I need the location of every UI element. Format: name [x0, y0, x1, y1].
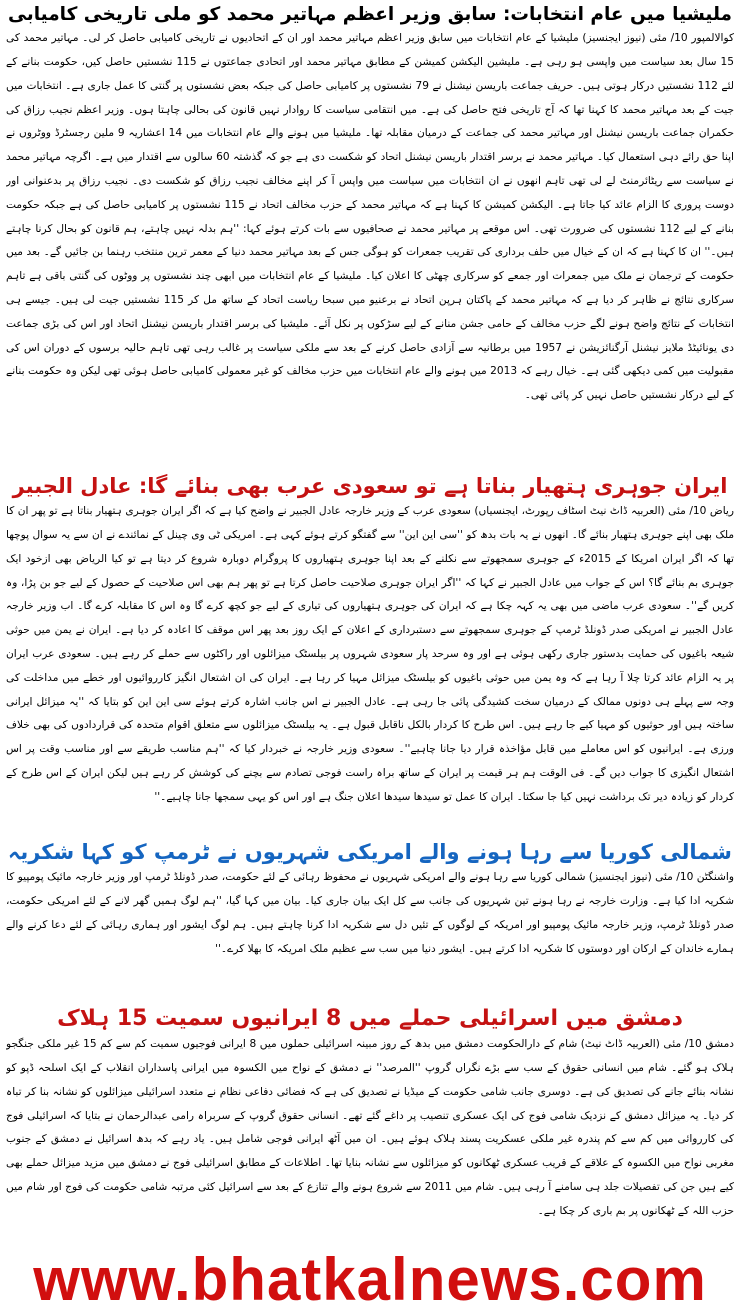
- article-body: واشنگٹن 10/ مئی (نیوز ایجنسیز) شمالی کوریا سے رہا ہونے والے امریکی شہریوں نے محفوظ رہائی کے لئے حکومت، صدر ڈونلڈ ٹرمپ اور وزیر خارجہ مائیک پومپیو کا شکریہ ادا کیا ہے۔ وزارت خارجہ نے رہا ہونے تین شہریوں کی جانب سے کل ایک بیان جاری کیا۔ بیان میں کہا گیا، ''ہم لوگ ہمیں گھر لانے کے لئے امریکی حکومت، صدر ڈونلڈ ٹرمپ، وزیر خارجہ مائیک پومپیو اور امریکہ کے لوگوں کے تئیں دل سے شکریہ ادا کرنا چاہتے ہیں۔ ہم لوگ ایشور اور ہماری رہائی کے لئے دعا کرنے والے ہمارے خاندان کے ارکان اور دوستوں کا شکریہ ادا کرتے ہیں۔ ایشور دنیا میں سب سے عظیم ملک امریکہ کا بھلا کرے۔'': [6, 871, 734, 955]
- article-damascus-strike: [6, 1006, 734, 1244]
- site-watermark: www.bhatkalnews.com: [33, 1246, 707, 1313]
- article-headline: ملیشیا میں عام انتخابات: سابق وزیر اعظم مہاتیر محمد کو ملی تاریخی کامیابی: [8, 4, 732, 25]
- article-body: دمشق 10/ مئی (العربیہ ڈاٹ نیٹ) شام کے دارالحکومت دمشق میں بدھ کے روز مبینہ اسرائیلی حملوں میں 8 ایرانی فوجیوں سمیت کم سے کم 15 غیر ملکی جنگجو ہلاک ہو گئے۔ شام میں انسانی حقوق کے سب سے بڑے نگراں گروپ ''المرصد'' نے دمشق کے نواح میں الکسوہ میں ایرانی پاسداران انقلاب کے ایک اسلحہ ڈپو کو نشانہ بنائے جانے کی تصدیق کی ہے۔ دوسری جانب شامی حکومت کے میڈیا نے تصدیق کی ہے کہ فضائی دفاعی نظام نے متعدد اسرائیلی میزائلوں کو نشانہ بنا کر تباہ کر دیا۔ یہ میزائل دمشق کے نزدیک شامی فوج کی ایک عسکری تنصیب پر داغے گئے تھے۔ انسانی حقوق گروپ کے سربراہ رامی عبدالرحمان نے بتایا کہ اسرائیلی فوج کی کارروائی میں کم سے کم پندرہ غیر ملکی عسکریت پسند ہلاک ہوئے ہیں۔ ان میں آٹھ ایرانی فوجی شامل ہیں۔ یاد رہے کہ بدھ اسرائیل نے دمشق کے جنوب مغربی نواح میں الکسوہ کے علاقے کے قریب عسکری ٹھکانوں کو میزائلوں سے نشانہ بنایا تھا۔ اطلاعات کے مطابق اسرائیلی فوج نے دمشق میں مزید میزائل حملے بھی کیے ہیں جن کی تفصیلات جلد ہی سامنے آ رہی ہیں۔ شام میں 2011 سے شروع ہونے والے تنازع کے بعد سے اسرائیل کئی مرتبہ شامی حکومت کی فوج اور شام میں حزب اللہ کے ٹھکانوں پر بم باری کر چکا ہے۔: [6, 1038, 734, 1217]
- article-body: ریاض 10/ مئی (العربیہ ڈاٹ نیٹ اسٹاف رپورٹ، ایجنسیاں) سعودی عرب کے وزیر خارجہ عادل الجبیر نے واضح کیا ہے کہ اگر ایران جوہری ہتھیار بناتا ہے تو پھر ان کا ملک بھی اپنے جوہری ہتھیار بنائے گا۔ انھوں نے یہ بات بدھ کو ''سی این این'' سے گفتگو کرتے ہوئے کہی ہے۔ امریکی ٹی وی چینل کے نمائندے نے ان سے یہ سوال پوچھا تھا کہ اگر ایران امریکا کے 2015ء کے جوہری سمجھوتے سے نکلنے کے بعد اپنا جوہری ہتھیاروں کا پروگرام دوبارہ شروع کر دیتا ہے تو کیا الریاض بھی ازخود ایک جوہری بم بنائے گا؟ اس کے جواب میں عادل الجبیر نے کہا کہ ''اگر ایران جوہری صلاحیت حاصل کرتا ہے تو پھر ہم بھی اس صلاحیت کے حصول کے لیے جو بن پڑا، وہ کریں گے''۔ سعودی عرب ماضی میں بھی یہ کہہ چکا ہے کہ ایران کی جوہری ہتھیاروں کی تیاری کے لیے جو کچھ کرے گا وہ اس کا مقابلہ کرے گا۔ اب وزیر خارجہ عادل الجبیر نے امریکی صدر ڈونلڈ ٹرمپ کے جوہری سمجھوتے سے دستبرداری کے اعلان کے ایک روز بعد پھر اس موقف کا اعادہ کر دیا ہے۔ ایران نے یمن میں حوثی شیعہ باغیوں کی حمایت بدستور جاری رکھی ہوئی ہے اور وہ سرحد پار سعودی شہروں پر بیلسٹک میزائلوں اور راکٹوں سے حملے کر رہے ہیں۔ سعودی عرب ایران پر یہ الزام عائد کرتا چلا آ رہا ہے کہ وہ یمن میں حوثی باغیوں کو بیلسٹک میزائل مہیا کر رہا ہے۔ ایران کی ان اشتعال انگیز کارروائیوں اور خطے میں مداخلت کی وجہ سے پہلے ہی دونوں ممالک کے درمیان سخت کشیدگی پائی جا رہی ہے۔ عادل الجبیر نے اس جانب اشارہ کرتے ہوئے سی این این کو بتایا کہ ''یہ میزائل ایرانی ساختہ ہیں اور حوثیوں کو مہیا کیے جا رہے ہیں۔ اس طرح کا کردار بالکل ناقابل قبول ہے۔ یہ بیلسٹک میزائلوں سے متعلق اقوام متحدہ کی قراردادوں کی بھی خلاف ورزی ہے۔ ایرانیوں کو اس معاملے میں قابل مؤاخذہ قرار دیا جانا چاہیے''۔ سعودی وزیر خارجہ نے خبردار کیا کہ ''ہم مناسب طریقے سے اور مناسب وقت پر اس اشتعال انگیزی کا جواب دیں گے۔ فی الوقت ہم ہر قیمت پر ایران کے ساتھ براہ راست فوجی تصادم سے بچنے کی کوشش کر رہے ہیں لیکن ایران کے اس طرح کے کردار کو زیادہ دیر تک برداشت نہیں کیا جا سکتا۔ ایران کا عمل تو سیدھا سیدھا اعلان جنگ ہے اور اس کو یہی سمجھا جانا چاہیے۔'': [6, 505, 734, 803]
- article-headline: دمشق میں اسرائیلی حملے میں 8 ایرانیوں سمیت 15 ہلاک: [57, 1006, 683, 1031]
- article-body: کوالالمپور 10/ مئی (نیوز ایجنسیز) ملیشیا کے عام انتخابات میں سابق وزیر اعظم مہاتیر محمد اور ان کے اتحادیوں نے تاریخی کامیابی حاصل کر لی۔ مہاتیر محمد کی 15 سال بعد سیاست میں واپسی ہو رہی ہے۔ ملیشین الیکشن کمیشن کے مطابق مہاتیر محمد اور اتحادی جماعتوں نے 115 نشستیں حاصل کیں، حکومت بنانے کے لئے 112 نشستیں درکار ہوتی ہیں۔ حریف جماعت باریسن نیشنل نے 79 نشستوں پر کامیابی حاصل کی جبکہ بعض نشستوں پر گنتی کا عمل جاری ہے۔ انتخابات میں جیت کے بعد مہاتیر محمد کا کہنا تھا کہ آج تاریخی فتح حاصل کی ہے۔ میں انتقامی سیاست کا روادار نہیں قانون کی بحالی چاہتا ہوں۔ وزیر اعظم نجیب رزاق کی حکمران جماعت باریسن نیشنل اور مہاتیر محمد کی جماعت کے درمیان مقابلہ تھا۔ ملیشیا میں ہونے والے عام انتخابات میں 14 اعشاریہ 9 ملین رجسٹرڈ ووٹروں نے اپنا حق رائے دہی استعمال کیا۔ مہاتیر محمد نے برسر اقتدار باریسن نیشنل اتحاد کو شکست دی ہے جو کہ گذشتہ 60 سالوں سے اقتدار میں ہے۔ اگرچہ مہاتیر محمد نے سیاست سے ریٹائرمنٹ لے لی تھی تاہم انھوں نے ان انتخابات میں سیاست میں واپس آ کر اپنے مخالف نجیب رزاق کو شکست دی۔ نجیب رزاق پر بدعنوانی اور دوست پروری کا الزام عائد کیا جاتا ہے۔ الیکشن کمیشن کا کہنا ہے کہ مہاتیر محمد کے حزب مخالف اتحاد نے 115 نشستوں پر کامیابی حاصل کی ہے جبکہ حکومت بنانے کے لیے 112 نشستوں کی ضرورت تھی۔ اس موقعے پر مہاتیر محمد نے صحافیوں سے بات کرتے ہوئے کہا: ''ہم بدلہ نہیں چاہتے، ہم قانون کو بحال کرنا چاہتے ہیں۔'' ان کا کہنا ہے کہ ان کے خیال میں حلف برداری کی تقریب جمعرات کو ہوگی جس کے بعد مہاتیر محمد دنیا کے معمر ترین منتخب رہنما بن جائیں گے۔ بعد میں حکومت کے ترجمان نے ملک میں جمعرات اور جمعے کو سرکاری چھٹی کا اعلان کیا۔ ملیشیا کے عام انتخابات میں ابھی چند نشستوں پر ووٹوں کی گنتی باقی ہے تاہم سرکاری نتائج نے ظاہر کر دیا ہے کہ مہاتیر محمد کے پاکتان ہرپن اتحاد نے برعنیو میں سبحا ریاست اتحاد کے ساتھ مل کر 115 نشستیں جیت لی ہیں۔ جیسے ہی انتخابات کے نتائج واضح ہونے لگے حزب مخالف کے حامی جشن منانے کے لیے سڑکوں پر نکل آئے۔ ملیشیا کی برسر اقتدار باریسن نیشنل اتحاد اور اس کی بڑی جماعت دی یونائیٹڈ ملایز نیشنل آرگنائزیشن نے 1957 میں برطانیہ سے آزادی حاصل کرنے کے بعد سے ملکی سیاست پر غالب رہی تھی تاہم حالیہ برسوں کے دوران اس کی مقبولیت میں کمی دیکھی گئی ہے۔ خیال رہے کہ 2013 میں ہونے والے عام انتخابات میں حزب مخالف کو غیر معمولی کامیابی حاصل ہوئی تھی لیکن وہ حکومت بنانے کے لیے درکار نشستیں حاصل نہیں کر پائی تھی۔: [6, 32, 734, 402]
- article-headline: شمالی کوریا سے رہا ہونے والے امریکی شہریوں نے ٹرمپ کو کہا شکریہ: [8, 840, 732, 864]
- article-headline: ایران جوہری ہتھیار بناتا ہے تو سعودی عرب بھی بنائے گا: عادل الجبیر: [12, 474, 728, 498]
- article-malaysia-election: [6, 4, 734, 470]
- article-saudi-nuclear: [6, 474, 734, 836]
- article-north-korea-thanks: [6, 840, 734, 1002]
